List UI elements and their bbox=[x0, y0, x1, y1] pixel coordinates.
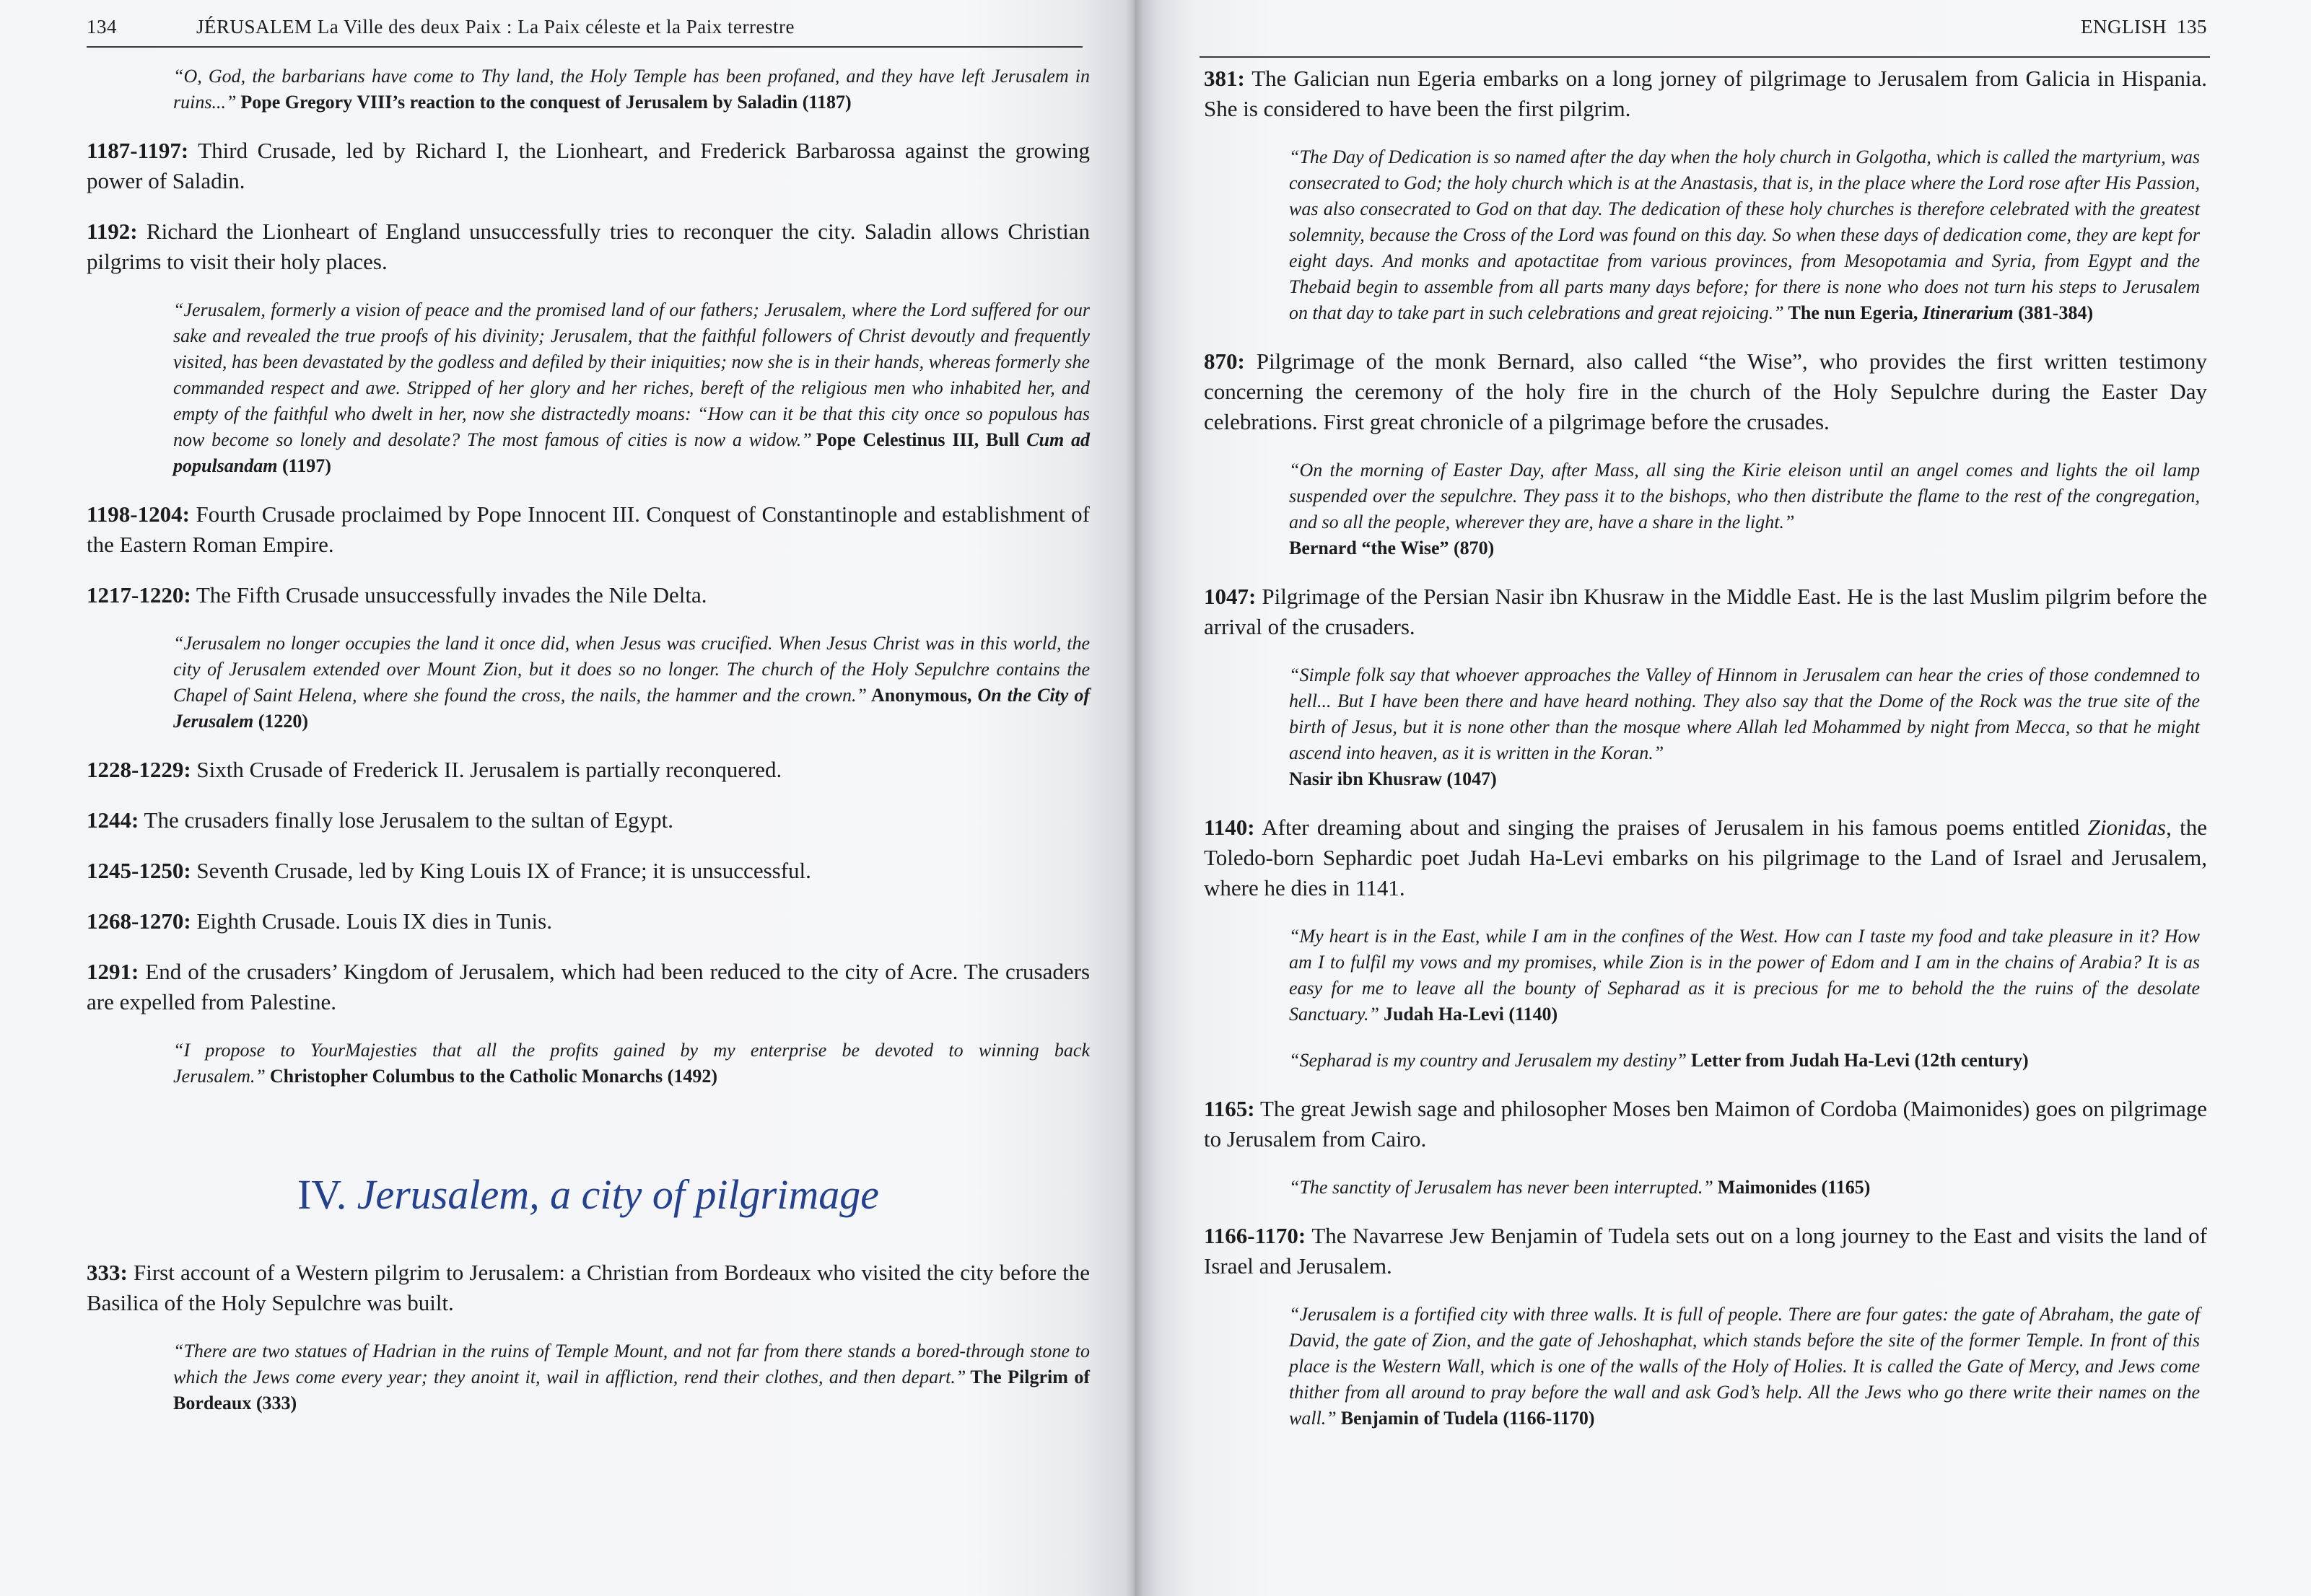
entry-date: 1217-1220: bbox=[87, 582, 191, 608]
left-header-rule bbox=[87, 46, 1083, 48]
right-page-content bbox=[1204, 63, 2207, 1452]
timeline-entry bbox=[87, 1258, 1090, 1318]
quote-source bbox=[1718, 1177, 1871, 1198]
entry-text: Fourth Crusade proclaimed by Pope Innocent III. Conquest of Constantinople and establishment of the Eastern Roman Empire. bbox=[87, 501, 1090, 557]
quote-text: “Jerusalem no longer occupies the land it once did, when Jesus was crucified. When Jesus Christ was in this world, the city of Jerusalem extended over Mount Zion, but it does so no longer. The church of the Holy Sepulchre contains the Chapel of Saint Helena, where she found the cross, the nails, the hammer and the crown.” bbox=[173, 633, 1090, 706]
quote-source-author: Benjamin of Tudela (1166-1170) bbox=[1340, 1408, 1595, 1429]
timeline-entry bbox=[87, 856, 1090, 886]
quote-text: “There are two statues of Hadrian in the ruins of Temple Mount, and not far from there stands a bored-through stone to which the Jews come every year; they anoint it, wail in affliction, rend their clothes, and then depart.” bbox=[173, 1341, 1090, 1387]
timeline-entry bbox=[1204, 1221, 2207, 1281]
entry-text: Sixth Crusade of Frederick II. Jerusalem is partially reconquered. bbox=[196, 757, 782, 782]
entry-text: The Fifth Crusade unsuccessfully invades the Nile Delta. bbox=[196, 582, 707, 608]
timeline-entry bbox=[1204, 63, 2207, 124]
quote-text: “On the morning of Easter Day, after Mass, all sing the Kirie eleison until an angel comes and lights the oil lamp suspended over the sepulchre. They pass it to the bishops, who then distribute the flame to the rest of the congregation, and so all the people, wherever they are, have a share in the light.” bbox=[1289, 460, 2200, 532]
entry-date: 870: bbox=[1204, 348, 1245, 374]
quotation bbox=[87, 1038, 1090, 1089]
timeline-entry bbox=[87, 906, 1090, 937]
entry-date: 1165: bbox=[1204, 1096, 1255, 1121]
left-page-content bbox=[87, 63, 1090, 1437]
right-running-title: ENGLISH bbox=[2081, 16, 2167, 38]
quotation bbox=[1204, 1048, 2207, 1074]
entry-text: Richard the Lionheart of England unsuccessfully tries to reconquer the city. Saladin allows Christian pilgrims to visit their holy places. bbox=[87, 219, 1090, 274]
entry-date: 1291: bbox=[87, 959, 139, 984]
timeline-entry bbox=[87, 755, 1090, 785]
quote-source-author: Anonymous, bbox=[871, 685, 972, 706]
entry-date: 333: bbox=[87, 1260, 128, 1285]
timeline-entry bbox=[87, 499, 1090, 560]
quotation bbox=[87, 631, 1090, 735]
entry-text: First account of a Western pilgrim to Jerusalem: a Christian from Bordeaux who visited the city before the Basilica of the Holy Sepulchre was built. bbox=[87, 1260, 1090, 1315]
entry-date: 1198-1204: bbox=[87, 501, 190, 527]
entry-text-tail: , the Toledo-born Sephardic poet Judah Ha-Levi embarks on his pilgrimage to the Land of Israel and Jerusalem, where he dies in 1141. bbox=[1204, 815, 2208, 900]
section-numeral: IV. bbox=[297, 1171, 347, 1218]
quote-source-author: Pope Celestinus III, Bull bbox=[816, 429, 1020, 450]
timeline-entry bbox=[1204, 346, 2207, 437]
quotation bbox=[87, 63, 1090, 115]
quotation bbox=[1204, 144, 2207, 326]
quote-source-date: (381-384) bbox=[2018, 302, 2094, 323]
entry-text: Third Crusade, led by Richard I, the Lionheart, and Frederick Barbarossa against the growing power of Saladin. bbox=[87, 138, 1090, 193]
quote-text: “The sanctity of Jerusalem has never been interrupted.” bbox=[1289, 1177, 1713, 1198]
quote-source-author: Bernard “the Wise” (870) bbox=[1289, 538, 1495, 558]
quote-source-author: Pope Gregory VIII’s reaction to the conquest of Jerusalem by Saladin (1187) bbox=[240, 92, 852, 113]
quote-source bbox=[270, 1066, 717, 1087]
left-page-number: 134 bbox=[87, 16, 117, 38]
quote-source bbox=[1341, 1408, 1595, 1429]
quote-text: “I propose to YourMajesties that all the profits gained by my enterprise be devoted to winning back Jerusalem.” bbox=[173, 1040, 1090, 1087]
quotation bbox=[1204, 457, 2207, 561]
quote-source-author: The Pilgrim of Bordeaux (333) bbox=[173, 1367, 1090, 1413]
quote-source-date: (1197) bbox=[282, 455, 331, 476]
quote-source bbox=[1289, 535, 2200, 561]
entry-text: Eighth Crusade. Louis IX dies in Tunis. bbox=[196, 908, 552, 934]
entry-date: 1244: bbox=[87, 807, 139, 833]
left-page bbox=[0, 0, 1135, 1596]
timeline-entry bbox=[87, 136, 1090, 196]
left-running-title: JÉRUSALEM La Ville des deux Paix : La Paix céleste et la Paix terrestre bbox=[196, 16, 795, 38]
right-running-head bbox=[2081, 16, 2207, 38]
timeline-entry bbox=[1204, 812, 2207, 903]
entry-text: Pilgrimage of the Persian Nasir ibn Khusraw in the Middle East. He is the last Muslim pilgrim before the arrival of the crusaders. bbox=[1204, 584, 2207, 639]
right-header-rule bbox=[1200, 56, 2210, 58]
quote-source-author: Maimonides (1165) bbox=[1717, 1177, 1871, 1198]
right-page bbox=[1135, 0, 2311, 1596]
quote-text: “Sepharad is my country and Jerusalem my destiny” bbox=[1289, 1050, 1687, 1071]
entry-text: The Galician nun Egeria embarks on a long jorney of pilgrimage to Jerusalem from Galicia in Hispania. She is considered to have been the first pilgrim. bbox=[1204, 66, 2207, 121]
quote-text: “My heart is in the East, while I am in the confines of the West. How can I taste my food and take pleasure in it? How am I to fulfil my vows and my promises, while Zion is in the power of Edom and I am in the chains of Arabia? It is as easy for me to leave all the bounty of Sepharad as it is precious for me to behold the the ruins of the desolate Sanctuary.” bbox=[1289, 926, 2200, 1025]
entry-text: After dreaming about and singing the praises of Jerusalem in his famous poems entitled bbox=[1262, 815, 2080, 840]
quote-source-author: The nun Egeria, bbox=[1788, 302, 1918, 323]
entry-date: 1047: bbox=[1204, 584, 1257, 609]
quotation bbox=[1204, 1175, 2207, 1201]
quote-source-title: Cum ad populsandam bbox=[173, 429, 1091, 476]
quote-source-title: Itinerarium bbox=[1922, 302, 2014, 323]
entry-date: 1166-1170: bbox=[1204, 1223, 1306, 1248]
quote-source-author: Christopher Columbus to the Catholic Monarchs (1492) bbox=[269, 1066, 717, 1087]
quote-source bbox=[1788, 302, 2094, 323]
quote-text: “Jerusalem is a fortified city with three walls. It is full of people. There are four gates: the gate of Abraham, the gate of David, the gate of Zion, and the gate of Jehoshaphat, which stands before the site of the former Temple. In front of this place is the Western Wall, which is one of the walls of the Holy of Holies. It is called the Gate of Mercy, and Jews come thither from all around to pray before the wall and ask God’s help. All the Jews who go there write their names on the wall.” bbox=[1289, 1304, 2200, 1429]
timeline-entry bbox=[1204, 582, 2207, 642]
timeline-entry bbox=[87, 216, 1090, 277]
quote-text: “O, God, the barbarians have come to Thy land, the Holy Temple has been profaned, and they have left Jerusalem in ruins...” bbox=[173, 66, 1090, 113]
entry-date: 1228-1229: bbox=[87, 757, 191, 782]
quote-source bbox=[240, 92, 851, 113]
entry-date: 381: bbox=[1204, 66, 1245, 91]
section-heading bbox=[87, 1170, 1090, 1219]
entry-text: The great Jewish sage and philosopher Moses ben Maimon of Cordoba (Maimonides) goes on pilgrimage to Jerusalem from Cairo. bbox=[1204, 1096, 2207, 1152]
right-page-number: 135 bbox=[2177, 16, 2207, 38]
entry-text: Seventh Crusade, led by King Louis IX of France; it is unsuccessful. bbox=[196, 858, 811, 883]
entry-date: 1192: bbox=[87, 219, 138, 244]
entry-date: 1140: bbox=[1204, 815, 1255, 840]
quotation bbox=[87, 1338, 1090, 1416]
quote-source-date: (1220) bbox=[258, 711, 309, 732]
quote-source bbox=[1384, 1004, 1558, 1025]
quote-source bbox=[1691, 1050, 2029, 1071]
quotation bbox=[1204, 924, 2207, 1027]
entry-date: 1268-1270: bbox=[87, 908, 191, 934]
quote-source-author: Nasir ibn Khusraw (1047) bbox=[1289, 768, 1497, 789]
entry-text: Pilgrimage of the monk Bernard, also called “the Wise”, who provides the first written testimony concerning the ceremony of the holy fire in the church of the Holy Sepulchre during the Easter Day celebrations. First great chronicle of a pilgrimage before the crusades. bbox=[1204, 348, 2208, 434]
left-running-head bbox=[87, 16, 1083, 38]
entry-text: End of the crusaders’ Kingdom of Jerusalem, which had been reduced to the city of Acre. The crusaders are expelled from Palestine. bbox=[87, 959, 1091, 1014]
entry-text: The crusaders finally lose Jerusalem to the sultan of Egypt. bbox=[144, 807, 673, 833]
timeline-entry bbox=[87, 580, 1090, 610]
timeline-entry bbox=[87, 805, 1090, 836]
quote-source bbox=[1289, 766, 2200, 792]
quotation bbox=[87, 297, 1090, 479]
quote-source-author: Judah Ha-Levi (1140) bbox=[1383, 1004, 1558, 1025]
entry-date: 1187-1197: bbox=[87, 138, 189, 163]
entry-text: The Navarrese Jew Benjamin of Tudela sets out on a long journey to the East and visits the land of Israel and Jerusalem. bbox=[1204, 1223, 2207, 1279]
quote-text: “Simple folk say that whoever approaches the Valley of Hinnom in Jerusalem can hear the cries of those condemned to hell... But I have been there and have heard nothing. They also say that the Dome of the Rock was the true site of the birth of Jesus, but it is none other than the mosque where Allah led Mohammed by night from Mecca, so that he might ascend into heaven, as it is written in the Koran.” bbox=[1289, 665, 2200, 763]
quote-text: “The Day of Dedication is so named after the day when the holy church in Golgotha, which is called the martyrium, was consecrated to God; the holy church which is at the Anastasis, that is, in the place where the Lord rose after His Passion, was also consecrated to God on that day. The dedication of these holy churches is therefore celebrated with the greatest solemnity, because the Cross of the Lord was found on this day. So when these days of dedication come, they are kept for eight days. And monks and apotactitae from various provinces, from Mesopotamia and Syria, from Egypt and the Thebaid begin to assemble from all parts many days before; for there is none who does not turn his steps to Jerusalem on that day to take part in such celebrations and great rejoicing.” bbox=[1289, 146, 2200, 323]
quote-source-title: On the City of Jerusalem bbox=[173, 685, 1090, 732]
quotation bbox=[1204, 662, 2207, 792]
section-title-text: Jerusalem, a city of pilgrimage bbox=[357, 1171, 879, 1218]
book-gutter bbox=[1126, 0, 1143, 1596]
quotation bbox=[1204, 1302, 2207, 1431]
quote-source-author: Letter from Judah Ha-Levi (12th century) bbox=[1690, 1050, 2029, 1071]
quote-text: “Jerusalem, formerly a vision of peace and the promised land of our fathers; Jerusalem, where the Lord suffered for our sake and revealed the true proofs of his divinity; Jerusalem, that the faithful followers of Christ devoutly and frequently visited, has been devastated by the godless and defiled by their iniquities; now she is in their hands, whereas formerly she commanded respect and awe. Stripped of her glory and her riches, bereft of the religious men who inhabited her, and empty of the faithful who dwelt in her, now she distractedly moans: “How can it be that this city once so populous has now become so lonely and desolate? The most famous of cities is now a widow.” bbox=[173, 299, 1090, 450]
timeline-entry bbox=[1204, 1094, 2207, 1154]
entry-date: 1245-1250: bbox=[87, 858, 191, 883]
entry-italic-title: Zionidas bbox=[2087, 815, 2167, 840]
timeline-entry bbox=[87, 957, 1090, 1017]
